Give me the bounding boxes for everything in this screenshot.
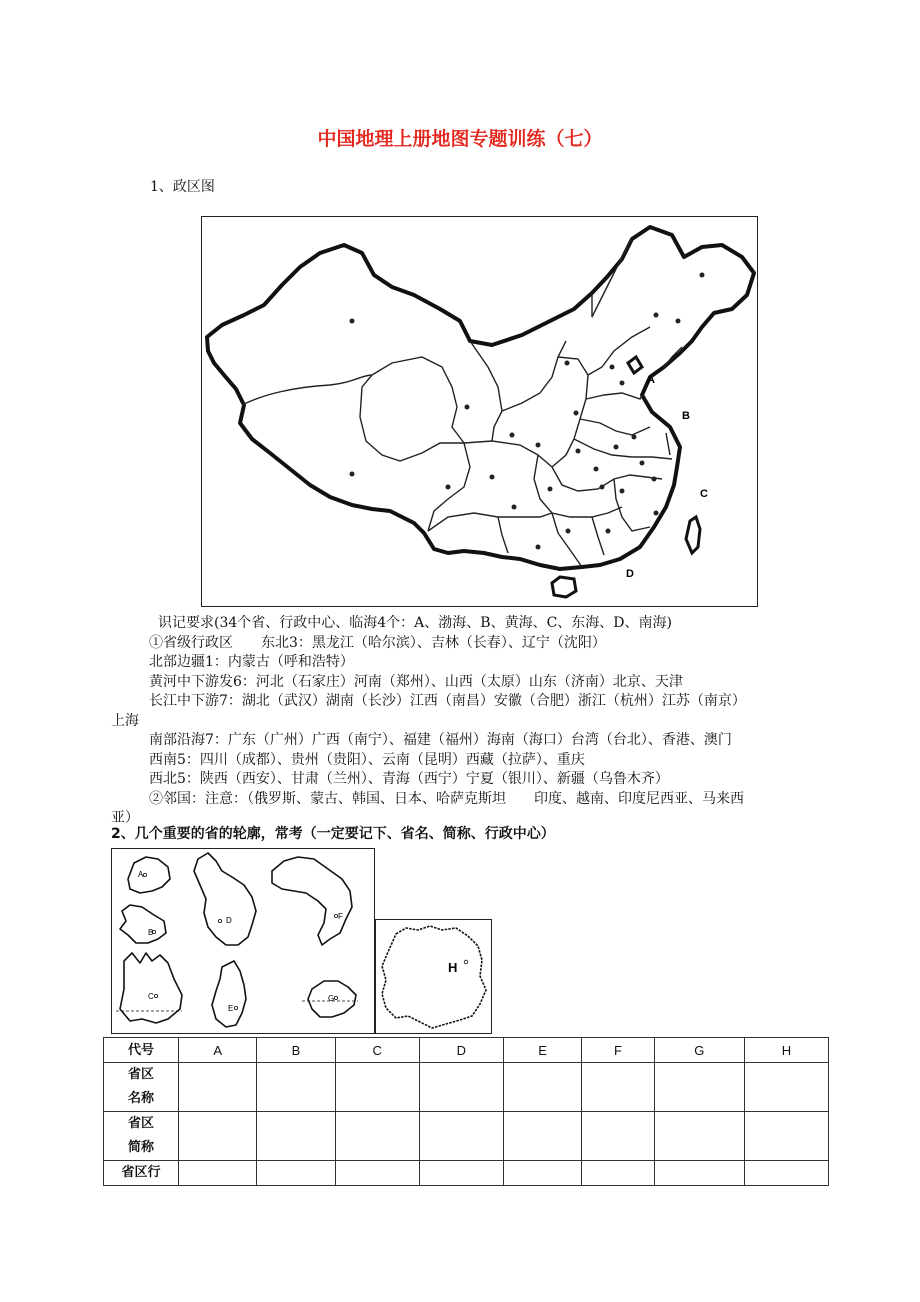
shape-label-a: A — [138, 870, 144, 879]
answer-cell[interactable] — [179, 1161, 257, 1186]
answer-cell[interactable] — [503, 1161, 581, 1186]
china-political-map — [201, 216, 758, 607]
note-northwest: 西北5：陕西（西安）、甘肃（兰州）、青海（西宁）宁夏（银川）、新疆（乌鲁木齐） — [149, 771, 669, 787]
answer-cell[interactable] — [257, 1063, 335, 1112]
column-e: E — [503, 1038, 581, 1063]
answer-cell[interactable] — [582, 1161, 655, 1186]
answer-cell[interactable] — [503, 1063, 581, 1112]
answer-cell[interactable] — [744, 1063, 828, 1112]
note-yellow-river: 黄河中下游发6：河北（石家庄）河南（郑州）、山西（太原）山东（济南）北京、天津 — [149, 673, 683, 690]
sea-label-d: D — [626, 568, 634, 580]
province-outlines-panel — [111, 848, 375, 1034]
answer-cell[interactable] — [419, 1063, 503, 1112]
column-c: C — [335, 1038, 419, 1063]
sea-label-a: A — [647, 374, 655, 386]
sea-label-c: C — [700, 488, 708, 500]
shape-label-b: B — [148, 928, 154, 937]
answer-cell[interactable] — [744, 1112, 828, 1161]
answer-cell[interactable] — [179, 1112, 257, 1161]
shape-label-h: H — [448, 960, 458, 975]
page-title: 中国地理上册地图专题训练（七） — [317, 128, 603, 150]
section-heading-1: 1、政区图 — [150, 179, 215, 195]
answer-cell[interactable] — [335, 1112, 419, 1161]
column-b: B — [257, 1038, 335, 1063]
answer-cell[interactable] — [654, 1161, 744, 1186]
note-yangtze-cont: 上海 — [111, 712, 139, 729]
note-neighbors-cont: 亚） — [111, 810, 139, 826]
answer-cell[interactable] — [582, 1112, 655, 1161]
column-h: H — [744, 1038, 828, 1063]
column-f: F — [582, 1038, 655, 1063]
column-a: A — [179, 1038, 257, 1063]
answer-cell[interactable] — [257, 1161, 335, 1186]
row-label-name: 省区 名称 — [104, 1063, 179, 1112]
column-d: D — [419, 1038, 503, 1063]
note-requirement: 识记要求(34个省、行政中心、临海4个：A、渤海、B、黄海、C、东海、D、南海) — [158, 615, 672, 631]
note-northeast: ①省级行政区 东北3：黑龙江（哈尔滨）、吉林（长春）、辽宁（沈阳） — [149, 634, 606, 651]
table-row-abbr — [104, 1112, 829, 1161]
shape-label-c: C — [148, 992, 154, 1001]
shape-label-d: D — [226, 916, 232, 925]
answer-cell[interactable] — [503, 1112, 581, 1161]
table-row-name — [104, 1063, 829, 1112]
column-g: G — [654, 1038, 744, 1063]
province-answer-table — [103, 1037, 829, 1186]
answer-cell[interactable] — [257, 1112, 335, 1161]
answer-cell[interactable] — [654, 1063, 744, 1112]
row-label-abbr: 省区 简称 — [104, 1112, 179, 1161]
answer-cell[interactable] — [744, 1161, 828, 1186]
table-header-label: 代号 — [104, 1038, 179, 1063]
table-header-row — [104, 1038, 829, 1063]
requirement-notes — [111, 614, 851, 829]
row-label-capital: 省区行 — [104, 1161, 179, 1186]
note-yangtze: 长江中下游7：湖北（武汉）湖南（长沙）江西（南昌）安徽（合肥）浙江（杭州）江苏（南京） — [149, 693, 746, 709]
note-south-coast: 南部沿海7：广东（广州）广西（南宁）、福建（福州）海南（海口）台湾（台北）、香港、澳门 — [149, 732, 732, 748]
province-outline-h-panel — [375, 919, 492, 1034]
shape-label-e: E — [228, 1004, 234, 1013]
answer-cell[interactable] — [582, 1063, 655, 1112]
note-southwest: 西南5：四川（成都）、贵州（贵阳）、云南（昆明）西藏（拉萨）、重庆 — [149, 751, 585, 768]
answer-cell[interactable] — [335, 1063, 419, 1112]
sea-label-b: B — [682, 410, 690, 422]
shape-label-g: G — [328, 994, 335, 1003]
shape-label-f: F — [338, 912, 343, 921]
note-north-border: 北部边疆1：内蒙古（呼和浩特） — [149, 654, 354, 670]
table-row-capital — [104, 1161, 829, 1186]
note-neighbors: ②邻国：注意：（俄罗斯、蒙古、韩国、日本、哈萨克斯坦 印度、越南、印度尼西亚、马来西 — [149, 790, 744, 807]
answer-cell[interactable] — [654, 1112, 744, 1161]
answer-cell[interactable] — [335, 1161, 419, 1186]
section-heading-2: 2、几个重要的省的轮廓，常考（一定要记下、省名、简称、行政中心） — [111, 826, 555, 842]
answer-cell[interactable] — [419, 1161, 503, 1186]
answer-cell[interactable] — [419, 1112, 503, 1161]
answer-cell[interactable] — [179, 1063, 257, 1112]
